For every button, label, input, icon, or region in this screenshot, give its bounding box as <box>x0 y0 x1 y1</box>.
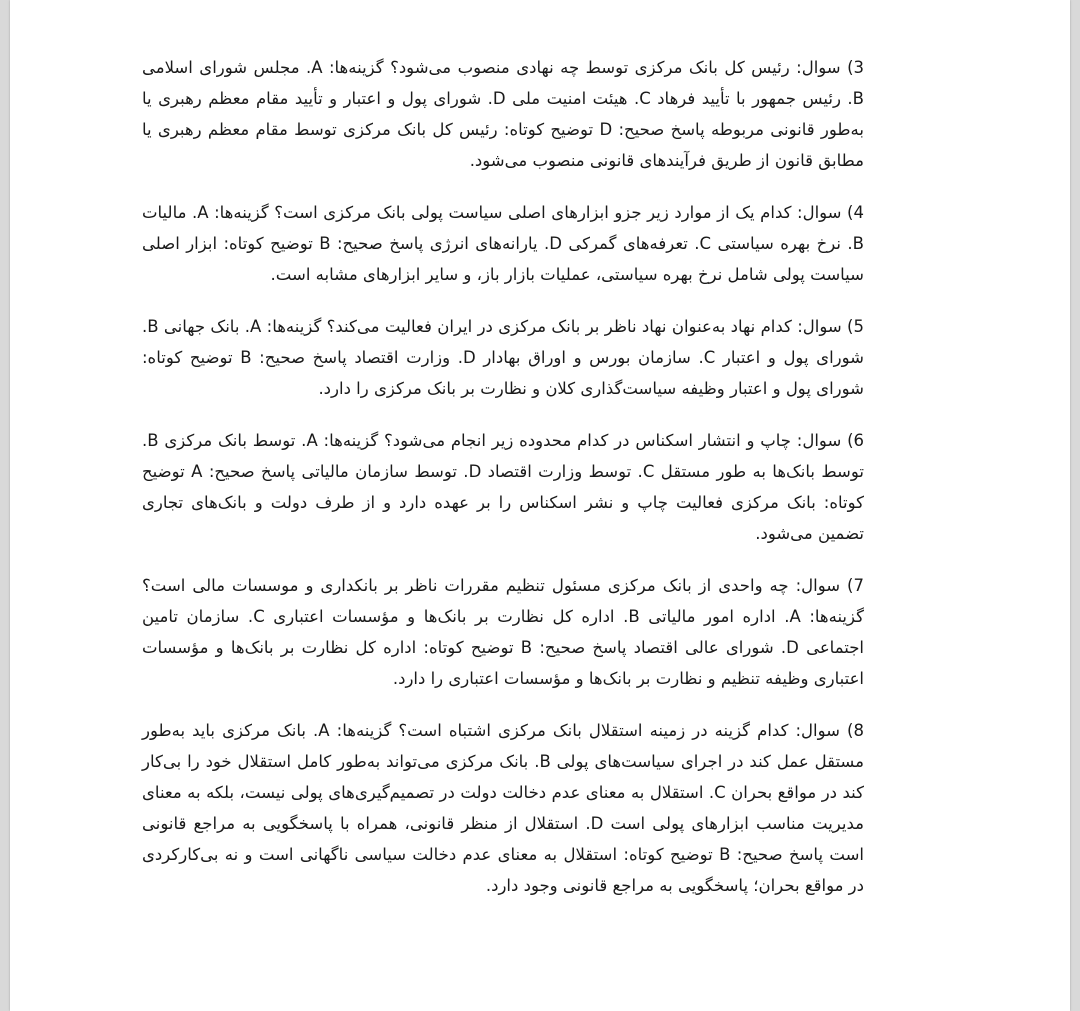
question-6: 6) سوال: چاپ و انتشار اسکناس در کدام محدوده زیر انجام می‌شود؟ گزینه‌ها: A. توسط بانک مرکزی B. توسط بانک‌ها به طور مستقل C. توسط وزارت اقتصاد D. توسط سازمان مالیاتی پاسخ صحیح: A توضیح کوتاه: بانک مرکزی فعالیت چاپ و نشر اسکناس را بر عهده دارد و از طرف دولت و بانک‌های تجاری تضمین می‌شود. <box>142 431 865 543</box>
question-8: 8) سوال: کدام گزینه در زمینه استقلال بانک مرکزی اشتباه است؟ گزینه‌ها: A. بانک مرکزی باید به‌طور مستقل عمل کند در اجرای سیاست‌های پولی B. بانک مرکزی می‌تواند به‌طور کامل استقلال خود را بی‌کار کند در مواقع بحران C. استقلال به معنای عدم دخالت دولت در تصمیم‌گیری‌های پولی نیست، بلکه به معنای مدیریت مناسب ابزارهای پولی است D. استقلال از منظر قانونی، همراه با پاسخگویی به مراجع قانونی است پاسخ صحیح: B توضیح کوتاه: استقلال به معنای عدم دخالت سیاسی ناگهانی است و نه بی‌کارکردی در مواقع بحران؛ پاسخگویی به مراجع قانونی وجود دارد. <box>142 721 864 895</box>
question-5: 5) سوال: کدام نهاد به‌عنوان نهاد ناظر بر بانک مرکزی در ایران فعالیت می‌کند؟ گزینه‌ها: A. بانک جهانی B. شورای پول و اعتبار C. سازمان بورس و اوراق بهادار D. وزارت اقتصاد پاسخ صحیح: B توضیح کوتاه: شورای پول و اعتبار وظیفه سیاست‌گذاری کلان و نظارت بر بانک مرکزی را دارد. <box>142 317 864 398</box>
question-7: 7) سوال: چه واحدی از بانک مرکزی مسئول تنظیم مقررات ناظر بر بانکداری و موسسات مالی است؟ گزینه‌ها: A. اداره امور مالیاتی B. اداره کل نظارت بر بانک‌ها و مؤسسات اعتباری C. سازمان تامین اجتماعی D. شورای عالی اقتصاد پاسخ صحیح: B توضیح کوتاه: اداره کل نظارت بر بانک‌ها و مؤسسات اعتباری وظیفه تنظیم و نظارت بر بانک‌ها و مؤسسات اعتباری را دارد. <box>142 576 864 688</box>
question-4: 4) سوال: کدام یک از موارد زیر جزو ابزارهای اصلی سیاست پولی بانک مرکزی است؟ گزینه‌ها: A. مالیات B. نرخ بهره سیاستی C. تعرفه‌های گمرکی D. یارانه‌های انرژی پاسخ صحیح: B توضیح کوتاه: ابزار اصلی سیاست پولی شامل نرخ بهره سیاستی، عملیات بازار باز، و سایر ابزارهای مشابه است. <box>142 203 864 284</box>
question-list <box>142 52 864 922</box>
question-3: 3) سوال: رئیس کل بانک مرکزی توسط چه نهادی منصوب می‌شود؟ گزینه‌ها: A. مجلس شورای اسلامی B. رئیس جمهور با تأیید فرهاد C. هیئت امنیت ملی D. شورای پول و اعتبار و تأیید مقام معظم رهبری یا به‌طور قانونی مربوطه پاسخ صحیح: D توضیح کوتاه: رئیس کل بانک مرکزی توسط مقام معظم رهبری یا مطابق قانون از طریق فرآیندهای قانونی منصوب می‌شود. <box>142 58 865 170</box>
document-page <box>10 0 1070 1011</box>
